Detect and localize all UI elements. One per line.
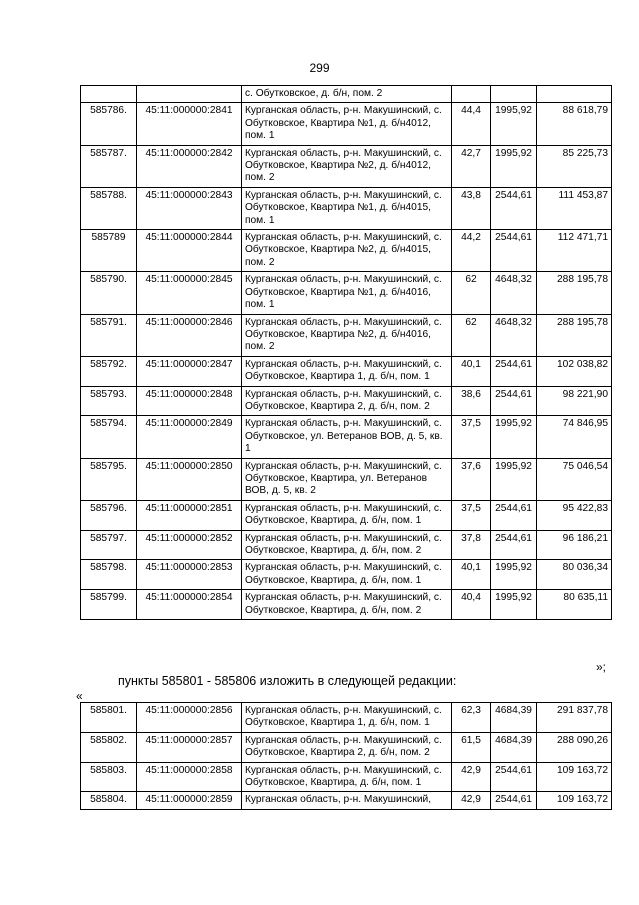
cell-cadastral: 45:11:000000:2851 xyxy=(137,500,242,530)
cell-num: 585788. xyxy=(81,187,137,229)
cell-address: Курганская область, р-н. Макушинский, xyxy=(242,792,452,809)
cell-address: с. Обутковское, д. б/н, пом. 2 xyxy=(242,86,452,103)
cell-address: Курганская область, р-н. Макушинский, с. Обутковское, Квартира №2, д. б/н4016, пом. 2 xyxy=(242,314,452,356)
cell-cadastral: 45:11:000000:2841 xyxy=(137,103,242,145)
cell-rate: 4684,39 xyxy=(491,703,537,733)
cell-value: 75 046,54 xyxy=(537,458,612,500)
cell-address: Курганская область, р-н. Макушинский, с. Обутковское, Квартира, д. б/н, пом. 1 xyxy=(242,762,452,792)
cell-rate: 4648,32 xyxy=(491,272,537,314)
table-row xyxy=(81,792,612,809)
cell-area: 44,2 xyxy=(452,230,491,272)
cell-cadastral: 45:11:000000:2849 xyxy=(137,416,242,458)
cell-cadastral: 45:11:000000:2842 xyxy=(137,145,242,187)
cell-value: 95 422,83 xyxy=(537,500,612,530)
cell-address: Курганская область, р-н. Макушинский, с. Обутковское, Квартира 2, д. б/н, пом. 2 xyxy=(242,386,452,416)
cell-area: 42,7 xyxy=(452,145,491,187)
cell-area: 61,5 xyxy=(452,732,491,762)
cell-rate: 2544,61 xyxy=(491,386,537,416)
cell-num: 585793. xyxy=(81,386,137,416)
page-number: 299 xyxy=(309,61,330,75)
property-table-1 xyxy=(80,85,612,620)
cell-rate: 2544,61 xyxy=(491,530,537,560)
table-row xyxy=(81,386,612,416)
cell-value: 112 471,71 xyxy=(537,230,612,272)
cell-num: 585789 xyxy=(81,230,137,272)
cell-area: 42,9 xyxy=(452,792,491,809)
cell-value: 80 635,11 xyxy=(537,590,612,620)
cell-value: 288 195,78 xyxy=(537,314,612,356)
cell-rate: 4648,32 xyxy=(491,314,537,356)
cell-value: 80 036,34 xyxy=(537,560,612,590)
cell-num: 585790. xyxy=(81,272,137,314)
cell-address: Курганская область, р-н. Макушинский, с. Обутковское, Квартира, д. б/н, пом. 2 xyxy=(242,590,452,620)
cell-cadastral xyxy=(137,86,242,103)
cell-address: Курганская область, р-н. Макушинский, с. Обутковское, Квартира, ул. Ветеранов ВОВ, д. 5, кв. 2 xyxy=(242,458,452,500)
cell-cadastral: 45:11:000000:2844 xyxy=(137,230,242,272)
cell-area: 62 xyxy=(452,314,491,356)
cell-value: 98 221,90 xyxy=(537,386,612,416)
cell-cadastral: 45:11:000000:2857 xyxy=(137,732,242,762)
cell-num xyxy=(81,86,137,103)
table-row xyxy=(81,762,612,792)
cell-rate xyxy=(491,86,537,103)
cell-address: Курганская область, р-н. Макушинский, с. Обутковское, Квартира №1, д. б/н4016, пом. 1 xyxy=(242,272,452,314)
cell-rate: 1995,92 xyxy=(491,416,537,458)
cell-cadastral: 45:11:000000:2848 xyxy=(137,386,242,416)
table-row xyxy=(81,416,612,458)
table-row xyxy=(81,314,612,356)
table-row xyxy=(81,703,612,733)
cell-rate: 2544,61 xyxy=(491,500,537,530)
cell-address: Курганская область, р-н. Макушинский, с. Обутковское, Квартира 1, д. б/н, пом. 1 xyxy=(242,703,452,733)
cell-num: 585792. xyxy=(81,356,137,386)
table-row xyxy=(81,590,612,620)
cell-num: 585786. xyxy=(81,103,137,145)
cell-value: 85 225,73 xyxy=(537,145,612,187)
cell-address: Курганская область, р-н. Макушинский, с. Обутковское, Квартира №2, д. б/н4012, пом. 2 xyxy=(242,145,452,187)
cell-value: 96 186,21 xyxy=(537,530,612,560)
cell-cadastral: 45:11:000000:2850 xyxy=(137,458,242,500)
cell-address: Курганская область, р-н. Макушинский, с. Обутковское, Квартира, д. б/н, пом. 2 xyxy=(242,530,452,560)
cell-area: 37,8 xyxy=(452,530,491,560)
cell-rate: 1995,92 xyxy=(491,145,537,187)
cell-num: 585797. xyxy=(81,530,137,560)
cell-num: 585802. xyxy=(81,732,137,762)
cell-num: 585796. xyxy=(81,500,137,530)
cell-cadastral: 45:11:000000:2859 xyxy=(137,792,242,809)
table-row xyxy=(81,187,612,229)
cell-area: 62,3 xyxy=(452,703,491,733)
cell-address: Курганская область, р-н. Макушинский, с. Обутковское, Квартира 2, д. б/н, пом. 2 xyxy=(242,732,452,762)
cell-rate: 2544,61 xyxy=(491,762,537,792)
cell-area: 42,9 xyxy=(452,762,491,792)
cell-area xyxy=(452,86,491,103)
table-row xyxy=(81,560,612,590)
cell-rate: 1995,92 xyxy=(491,103,537,145)
cell-area: 44,4 xyxy=(452,103,491,145)
cell-cadastral: 45:11:000000:2843 xyxy=(137,187,242,229)
cell-cadastral: 45:11:000000:2847 xyxy=(137,356,242,386)
cell-cadastral: 45:11:000000:2853 xyxy=(137,560,242,590)
cell-value: 74 846,95 xyxy=(537,416,612,458)
cell-area: 40,4 xyxy=(452,590,491,620)
table-row xyxy=(81,356,612,386)
cell-num: 585787. xyxy=(81,145,137,187)
cell-address: Курганская область, р-н. Макушинский, с. Обутковское, Квартира №2, д. б/н4015, пом. 2 xyxy=(242,230,452,272)
cell-cadastral: 45:11:000000:2856 xyxy=(137,703,242,733)
cell-address: Курганская область, р-н. Макушинский, с. Обутковское, Квартира, д. б/н, пом. 1 xyxy=(242,560,452,590)
cell-rate: 1995,92 xyxy=(491,590,537,620)
opening-quote: « xyxy=(76,689,83,703)
cell-address: Курганская область, р-н. Макушинский, с. Обутковское, Квартира 1, д. б/н, пом. 1 xyxy=(242,356,452,386)
cell-num: 585803. xyxy=(81,762,137,792)
cell-rate: 1995,92 xyxy=(491,560,537,590)
cell-cadastral: 45:11:000000:2852 xyxy=(137,530,242,560)
cell-num: 585791. xyxy=(81,314,137,356)
table-row xyxy=(81,230,612,272)
cell-rate: 2544,61 xyxy=(491,187,537,229)
cell-area: 62 xyxy=(452,272,491,314)
cell-area: 43,8 xyxy=(452,187,491,229)
cell-num: 585798. xyxy=(81,560,137,590)
table-row xyxy=(81,732,612,762)
cell-area: 37,5 xyxy=(452,500,491,530)
cell-area: 40,1 xyxy=(452,356,491,386)
cell-rate: 4684,39 xyxy=(491,732,537,762)
cell-value: 88 618,79 xyxy=(537,103,612,145)
cell-address: Курганская область, р-н. Макушинский, с. Обутковское, ул. Ветеранов ВОВ, д. 5, кв. 1 xyxy=(242,416,452,458)
cell-address: Курганская область, р-н. Макушинский, с. Обутковское, Квартира №1, д. б/н4015, пом. 1 xyxy=(242,187,452,229)
table-row xyxy=(81,500,612,530)
cell-area: 37,5 xyxy=(452,416,491,458)
table-row xyxy=(81,103,612,145)
table-row xyxy=(81,530,612,560)
cell-area: 37,6 xyxy=(452,458,491,500)
cell-cadastral: 45:11:000000:2846 xyxy=(137,314,242,356)
closing-quote: »; xyxy=(596,660,607,674)
cell-area: 38,6 xyxy=(452,386,491,416)
cell-value: 111 453,87 xyxy=(537,187,612,229)
cell-num: 585795. xyxy=(81,458,137,500)
cell-address: Курганская область, р-н. Макушинский, с. Обутковское, Квартира №1, д. б/н4012, пом. 1 xyxy=(242,103,452,145)
property-table-2 xyxy=(80,702,612,810)
cell-value: 291 837,78 xyxy=(537,703,612,733)
cell-cadastral: 45:11:000000:2845 xyxy=(137,272,242,314)
cell-num: 585799. xyxy=(81,590,137,620)
table-row xyxy=(81,145,612,187)
cell-value: 109 163,72 xyxy=(537,762,612,792)
instruction-text: пункты 585801 - 585806 изложить в следующей редакции: xyxy=(118,674,457,688)
cell-area: 40,1 xyxy=(452,560,491,590)
cell-num: 585794. xyxy=(81,416,137,458)
cell-value: 109 163,72 xyxy=(537,792,612,809)
table-row xyxy=(81,458,612,500)
cell-rate: 2544,61 xyxy=(491,792,537,809)
cell-rate: 1995,92 xyxy=(491,458,537,500)
cell-value xyxy=(537,86,612,103)
cell-value: 102 038,82 xyxy=(537,356,612,386)
table-row-continuation xyxy=(81,86,612,103)
cell-address: Курганская область, р-н. Макушинский, с. Обутковское, Квартира, д. б/н, пом. 1 xyxy=(242,500,452,530)
cell-rate: 2544,61 xyxy=(491,230,537,272)
cell-value: 288 195,78 xyxy=(537,272,612,314)
cell-num: 585804. xyxy=(81,792,137,809)
cell-cadastral: 45:11:000000:2858 xyxy=(137,762,242,792)
cell-value: 288 090,26 xyxy=(537,732,612,762)
cell-rate: 2544,61 xyxy=(491,356,537,386)
cell-num: 585801. xyxy=(81,703,137,733)
cell-cadastral: 45:11:000000:2854 xyxy=(137,590,242,620)
table-row xyxy=(81,272,612,314)
